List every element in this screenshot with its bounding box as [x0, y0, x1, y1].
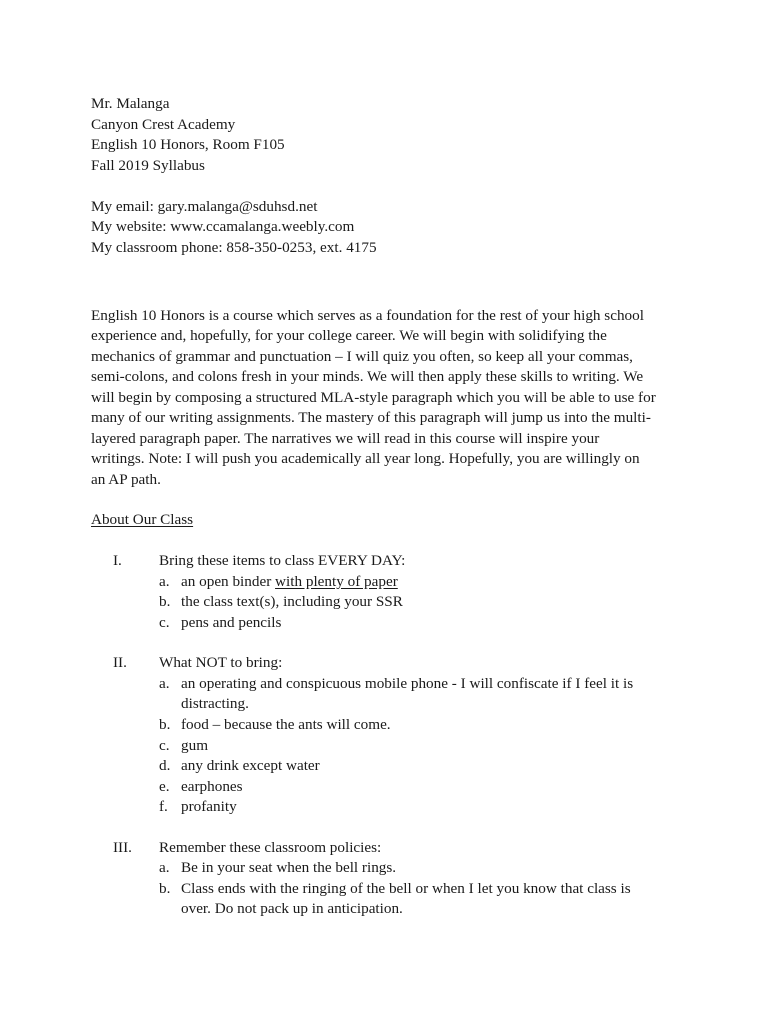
item-letter: a. [159, 859, 170, 876]
intro-line: an AP path. [91, 471, 161, 488]
item-letter: a. [159, 675, 170, 692]
list-item: earphones [181, 778, 243, 795]
section-title: Remember these classroom policies: [159, 839, 382, 856]
item-letter: e. [159, 778, 170, 795]
item-letter: b. [159, 716, 171, 733]
list-item-continuation: over. Do not pack up in anticipation. [181, 900, 403, 917]
list-item [181, 572, 398, 592]
contact-phone: My classroom phone: 858-350-0253, ext. 4175 [91, 239, 377, 256]
list-item: food – because the ants will come. [181, 716, 391, 733]
list-item-continuation: distracting. [181, 695, 249, 712]
intro-line: experience and, hopefully, for your college career. We will begin with solidifying the [91, 327, 607, 344]
item-letter: a. [159, 573, 170, 590]
contact-website: My website: www.ccamalanga.weebly.com [91, 218, 355, 235]
list-item: pens and pencils [181, 614, 282, 631]
list-item: profanity [181, 798, 237, 815]
about-heading: About Our Class [91, 511, 194, 528]
school-name: Canyon Crest Academy [91, 116, 236, 133]
section-title: What NOT to bring: [159, 654, 283, 671]
item-letter: c. [159, 737, 170, 754]
item-letter: b. [159, 880, 171, 897]
item-letter: b. [159, 593, 171, 610]
list-item: Be in your seat when the bell rings. [181, 859, 397, 876]
item-underlined-text: with plenty of paper [275, 573, 398, 590]
intro-line: English 10 Honors is a course which serves as a foundation for the rest of your high school [91, 307, 644, 324]
list-item: an operating and conspicuous mobile phone - I will confiscate if I feel it is [181, 675, 634, 692]
item-letter: f. [159, 798, 168, 815]
section-numeral: II. [113, 654, 127, 671]
term-title: Fall 2019 Syllabus [91, 157, 205, 174]
intro-line: mechanics of grammar and punctuation – I will quiz you often, so keep all your commas, [91, 348, 633, 365]
list-item: the class text(s), including your SSR [181, 593, 403, 610]
intro-line: writings. Note: I will push you academically all year long. Hopefully, you are willingly on [91, 450, 640, 467]
intro-line: semi-colons, and colons fresh in your minds. We will then apply these skills to writing. We [91, 368, 644, 385]
intro-line: many of our writing assignments. The mastery of this paragraph will jump us into the multi- [91, 409, 651, 426]
teacher-name: Mr. Malanga [91, 95, 170, 112]
item-text: an open binder [181, 573, 276, 590]
intro-line: will begin by composing a structured MLA-style paragraph which you will be able to use for [91, 389, 656, 406]
list-item: any drink except water [181, 757, 320, 774]
intro-line: layered paragraph paper. The narratives we will read in this course will inspire your [91, 430, 600, 447]
list-item: gum [181, 737, 209, 754]
contact-email: My email: gary.malanga@sduhsd.net [91, 198, 318, 215]
section-title: Bring these items to class EVERY DAY: [159, 552, 406, 569]
item-letter: d. [159, 757, 171, 774]
list-item: Class ends with the ringing of the bell or when I let you know that class is [181, 880, 631, 897]
course-room: English 10 Honors, Room F105 [91, 136, 285, 153]
section-numeral: I. [113, 552, 122, 569]
section-numeral: III. [113, 839, 132, 856]
item-letter: c. [159, 614, 170, 631]
